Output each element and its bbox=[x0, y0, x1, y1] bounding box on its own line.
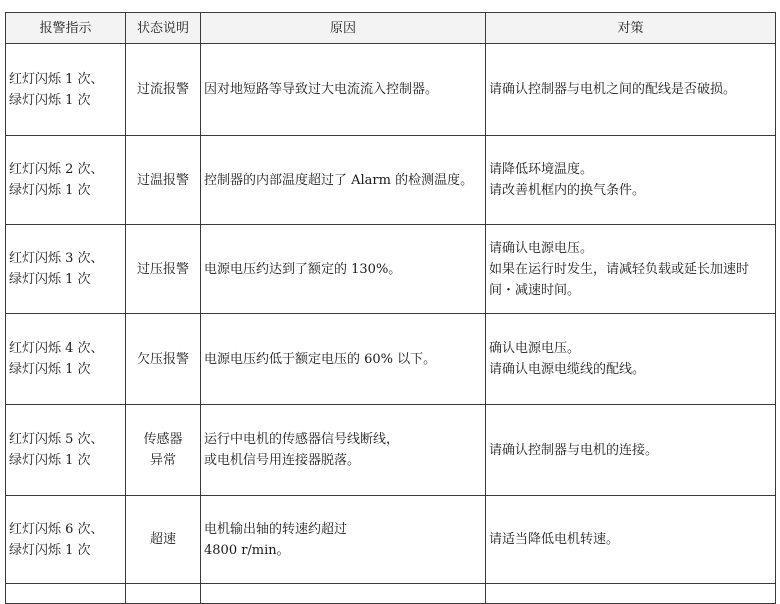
status-text: 欠压报警 bbox=[136, 351, 189, 367]
cause-cell bbox=[201, 314, 486, 405]
header-indicator: 报警指示 bbox=[6, 13, 126, 44]
indicator-line: 红灯闪烁 1 次、 bbox=[9, 71, 104, 87]
measure-text: 请确认电源电压。 bbox=[489, 240, 594, 256]
cause-cell bbox=[201, 405, 486, 496]
alarm-indicator-cell bbox=[6, 136, 126, 225]
indicator-line: 红灯闪烁 6 次、 bbox=[9, 521, 104, 537]
indicator-line: 绿灯闪烁 1 次 bbox=[9, 542, 91, 558]
measure-text: 请改善机框内的换气条件。 bbox=[489, 183, 646, 198]
indicator-line: 红灯闪烁 4 次、 bbox=[9, 341, 104, 356]
measure-text: 请确认电源电缆线的配线。 bbox=[489, 362, 646, 377]
cause-text: 因对地短路等导致过大电流流入控制器。 bbox=[204, 82, 439, 97]
measure-cell bbox=[486, 314, 776, 405]
status-cell bbox=[126, 225, 201, 314]
alarm-indicator-cell bbox=[6, 496, 126, 584]
status-text: 过流报警 bbox=[136, 82, 189, 97]
status-cell bbox=[126, 496, 201, 584]
empty-cell bbox=[6, 584, 126, 604]
cause-cell bbox=[201, 44, 486, 136]
status-text: 异常 bbox=[149, 453, 176, 468]
indicator-line: 绿灯闪烁 1 次 bbox=[9, 362, 91, 377]
table-row bbox=[6, 136, 776, 225]
measure-cell bbox=[486, 405, 776, 496]
measure-text: 请确认控制器与电机之间的配线是否破损。 bbox=[489, 82, 737, 97]
cause-text: 电源电压约达到了额定的 130%。 bbox=[204, 261, 402, 277]
measure-text: 确认电源电压。 bbox=[489, 341, 581, 356]
measure-text: 请降低环境温度。 bbox=[489, 162, 594, 177]
cause-text: 控制器的内部温度超过了 Alarm 的检测温度。 bbox=[204, 172, 474, 188]
table-row-partial bbox=[6, 584, 776, 604]
indicator-line: 红灯闪烁 3 次、 bbox=[9, 251, 104, 266]
alarm-indicator-cell bbox=[6, 44, 126, 136]
table-row bbox=[6, 225, 776, 314]
cause-cell bbox=[201, 136, 486, 225]
measure-text: 请适当降低电机转速。 bbox=[489, 532, 620, 547]
table-row bbox=[6, 496, 776, 584]
empty-cell bbox=[486, 584, 776, 604]
empty-cell bbox=[201, 584, 486, 604]
status-cell bbox=[126, 405, 201, 496]
status-text: 过压报警 bbox=[136, 261, 189, 277]
cause-text: 电机输出轴的转速约超过 bbox=[204, 521, 348, 537]
status-text: 传感器 bbox=[143, 432, 183, 447]
empty-cell bbox=[126, 584, 201, 604]
measure-cell bbox=[486, 44, 776, 136]
measure-cell bbox=[486, 225, 776, 314]
cause-text: 运行中电机的传感器信号线断线， bbox=[204, 432, 400, 447]
status-cell bbox=[126, 314, 201, 405]
measure-text: 请确认控制器与电机的连接。 bbox=[489, 442, 659, 458]
cause-cell bbox=[201, 496, 486, 584]
header-measure: 对策 bbox=[486, 13, 776, 44]
cause-cell bbox=[201, 225, 486, 314]
alarm-indicator-cell bbox=[6, 405, 126, 496]
alarm-indicator-cell bbox=[6, 314, 126, 405]
indicator-line: 红灯闪烁 5 次、 bbox=[9, 432, 104, 447]
measure-cell bbox=[486, 496, 776, 584]
table-row bbox=[6, 44, 776, 136]
measure-text: 如果在运行时发生，请减轻负载或延长加速时间・减速时间。 bbox=[489, 261, 750, 298]
header-status: 状态说明 bbox=[126, 13, 201, 44]
header-row bbox=[6, 13, 776, 44]
header-cause: 原因 bbox=[201, 13, 486, 44]
indicator-line: 绿灯闪烁 1 次 bbox=[9, 272, 91, 287]
indicator-line: 绿灯闪烁 1 次 bbox=[9, 92, 91, 108]
table-row bbox=[6, 314, 776, 405]
table-row bbox=[6, 405, 776, 496]
status-cell bbox=[126, 44, 201, 136]
cause-text: 4800 r/min。 bbox=[204, 542, 290, 558]
status-text: 过温报警 bbox=[136, 172, 189, 188]
measure-cell bbox=[486, 136, 776, 225]
indicator-line: 绿灯闪烁 1 次 bbox=[9, 183, 91, 198]
alarm-table bbox=[5, 12, 776, 604]
status-text: 超速 bbox=[149, 532, 176, 547]
cause-text: 或电机信号用连接器脱落。 bbox=[204, 453, 361, 468]
indicator-line: 红灯闪烁 2 次、 bbox=[9, 162, 104, 177]
status-cell bbox=[126, 136, 201, 225]
cause-text: 电源电压约低于额定电压的 60% 以下。 bbox=[204, 351, 437, 367]
alarm-indicator-cell bbox=[6, 225, 126, 314]
indicator-line: 绿灯闪烁 1 次 bbox=[9, 453, 91, 468]
